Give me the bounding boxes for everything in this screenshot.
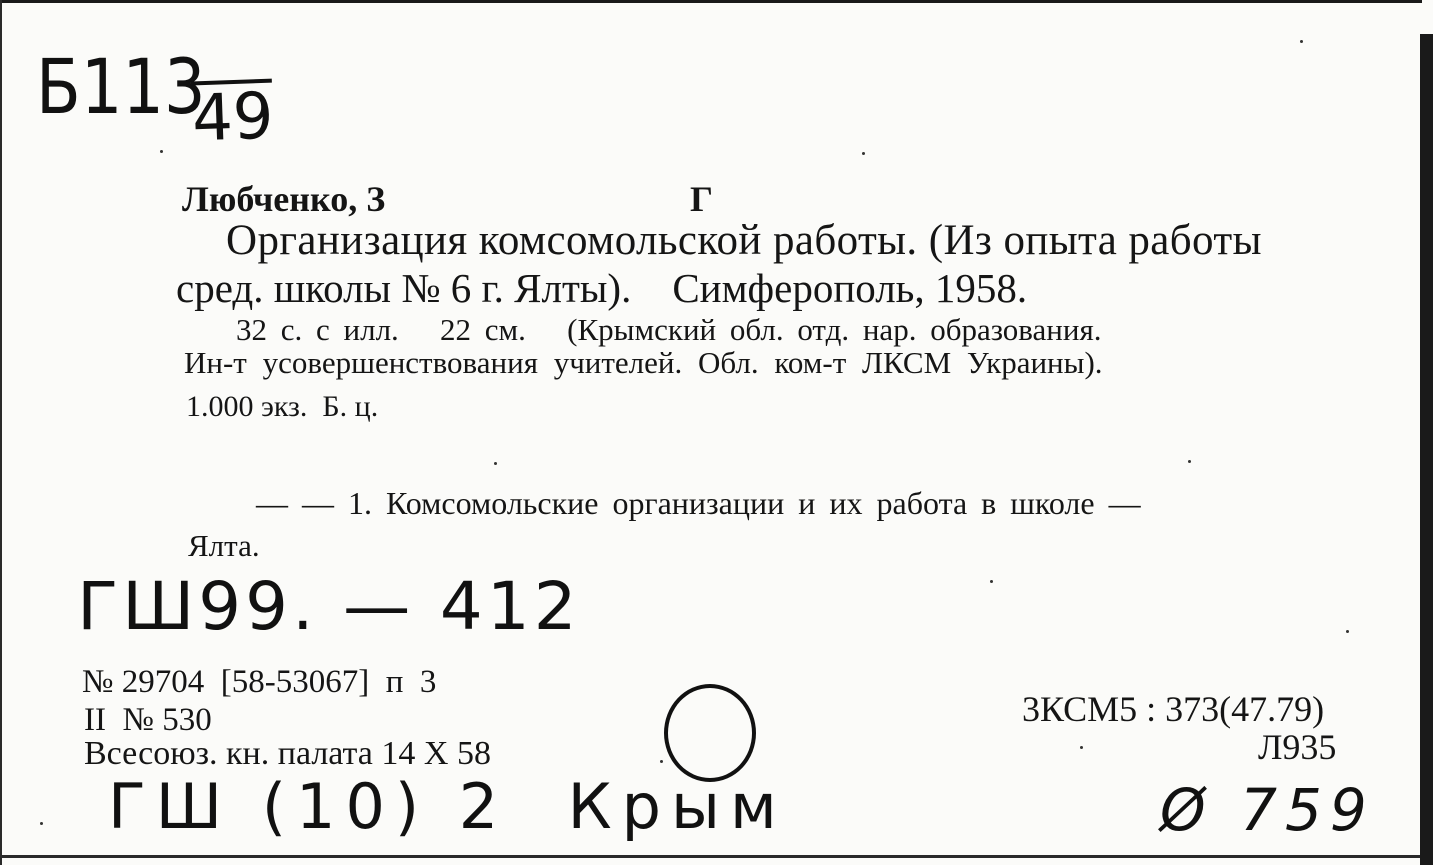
call-number: Б113 bbox=[36, 42, 206, 131]
speck bbox=[990, 580, 993, 583]
card-left-edge bbox=[0, 0, 2, 865]
speck bbox=[494, 462, 497, 465]
speck bbox=[160, 150, 163, 153]
speck bbox=[40, 822, 43, 825]
record-number: № 29704 [58-53067] п 3 bbox=[82, 664, 437, 700]
speck bbox=[1080, 746, 1083, 749]
card-right-edge bbox=[1420, 34, 1433, 865]
author-name: Любченко, З bbox=[182, 179, 386, 219]
call-number-fraction: 49 bbox=[190, 79, 275, 157]
card-bottom-edge bbox=[0, 855, 1420, 858]
author-mark: Г bbox=[690, 179, 713, 219]
title-line-2: сред. школы № 6 г. Ялты). Симферополь, 1958. bbox=[176, 265, 1028, 311]
speck bbox=[1346, 630, 1349, 633]
description-line-1: 32 с. с илл. 22 см. (Крымский обл. отд. нар. образования. bbox=[236, 312, 1102, 347]
speck bbox=[1188, 460, 1191, 463]
card-top-edge bbox=[0, 0, 1422, 3]
speck bbox=[862, 152, 865, 155]
title-line-1: Организация комсомольской работы. (Из опыта работы bbox=[226, 217, 1262, 264]
description-line-3: 1.000 экз. Б. ц. bbox=[186, 390, 379, 423]
punch-hole bbox=[664, 684, 756, 782]
handwritten-note-2: ГШ (10) 2 Крым bbox=[108, 770, 787, 843]
handwritten-note-1: ГШ99. — 412 bbox=[77, 568, 581, 645]
record-sub-number: II № 530 bbox=[84, 702, 212, 738]
description-line-2: Ин-т усовершенствования учителей. Обл. ком-т ЛКСМ Украины). bbox=[184, 345, 1103, 380]
book-chamber-line: Всесоюз. кн. палата 14 X 58 bbox=[84, 735, 491, 772]
speck bbox=[1300, 40, 1303, 43]
author-sign: Л935 bbox=[1258, 727, 1337, 767]
classification-index: 3КСМ5 : 373(47.79) bbox=[1022, 689, 1325, 729]
speck bbox=[660, 760, 663, 763]
handwritten-note-3: Ø 759 bbox=[1160, 776, 1375, 844]
subject-heading-line-2: Ялта. bbox=[188, 528, 260, 563]
subject-heading-line-1: — — 1. Комсомольские организации и их работа в школе — bbox=[256, 485, 1141, 521]
